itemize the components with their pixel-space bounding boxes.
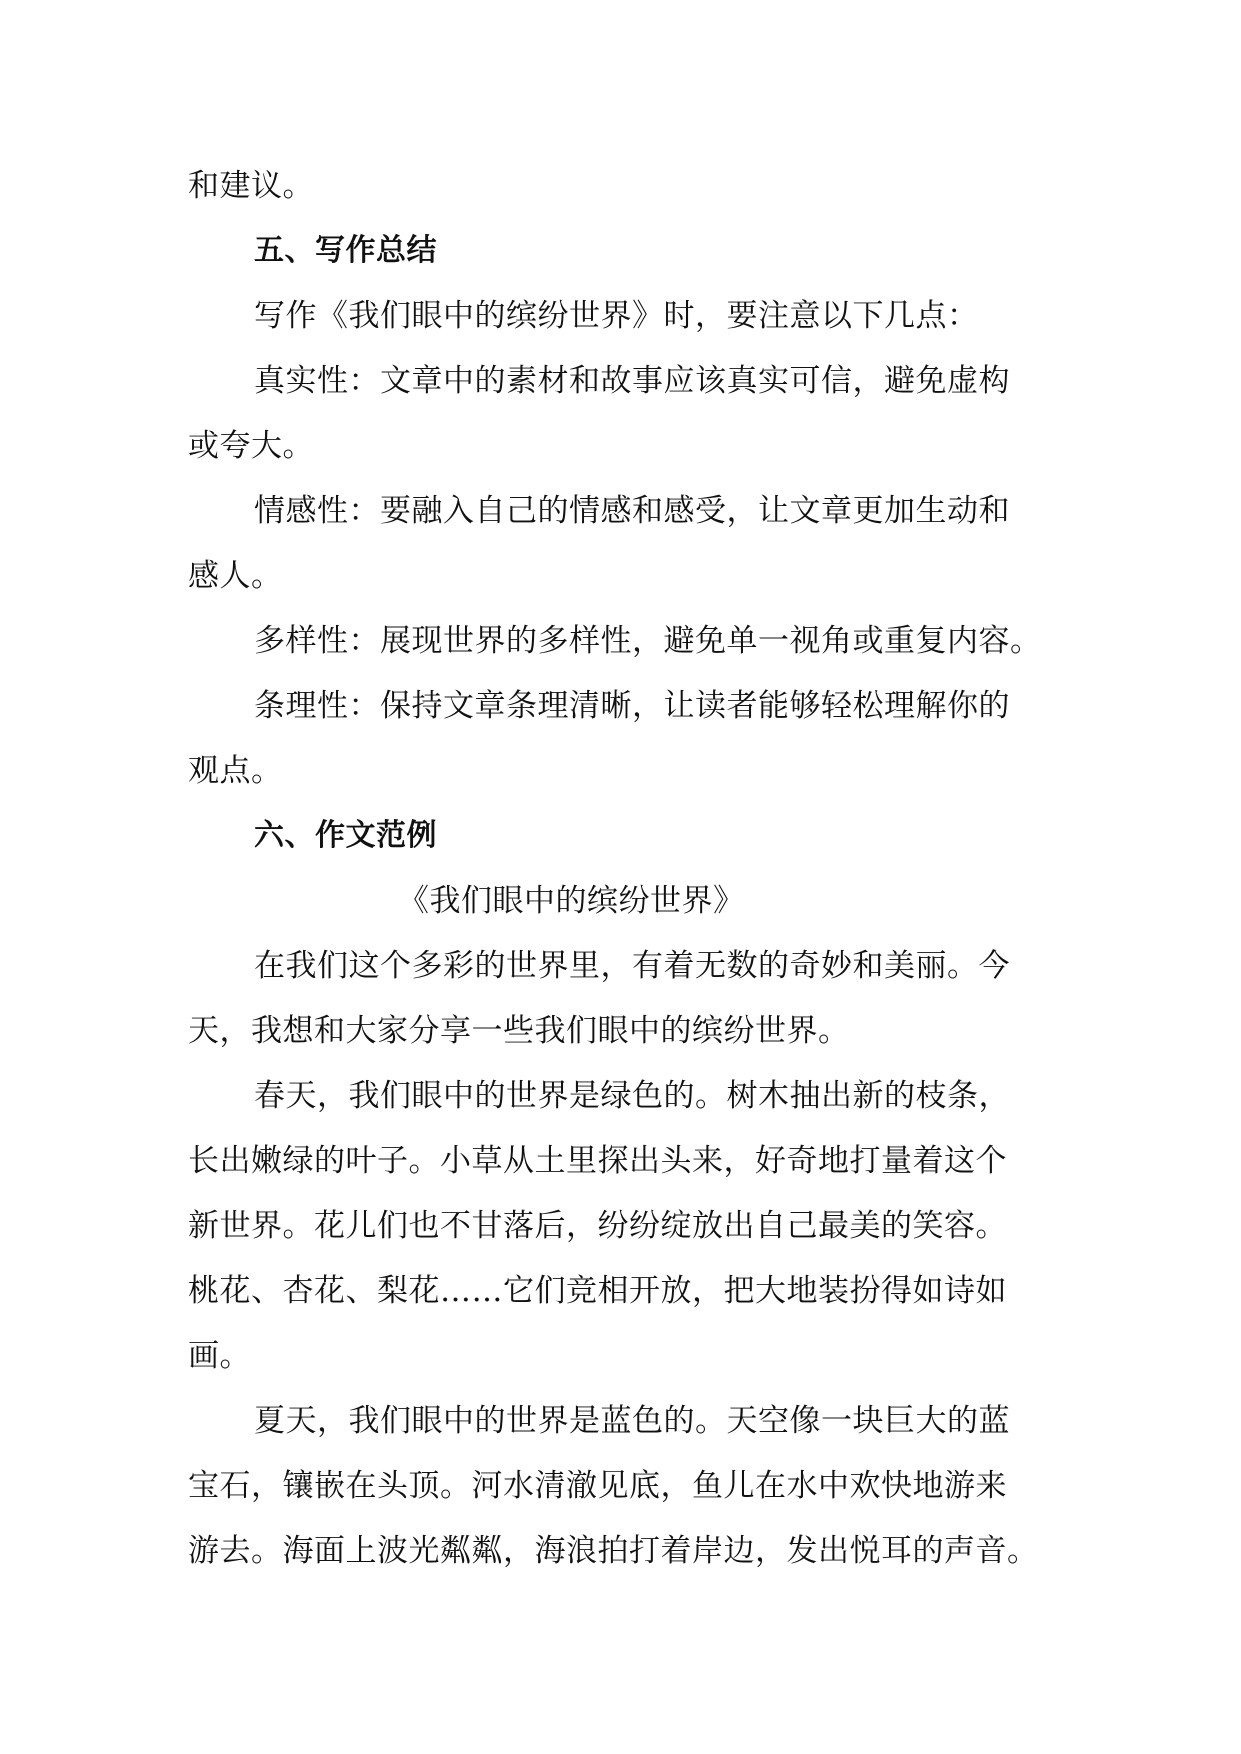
point-diversity-line1 <box>188 608 1068 673</box>
essay-paragraph-2-line-2 <box>188 1128 1068 1193</box>
point-text: 情感性：要融入自己的情感和感受，让文章更加生动和 <box>254 492 1010 529</box>
continuation-text: 和建议。 <box>188 167 314 204</box>
continuation-line <box>188 153 1068 218</box>
paragraph-text: 桃花、杏花、梨花……它们竞相开放，把大地装扮得如诗如 <box>188 1272 1007 1309</box>
paragraph-text: 在我们这个多彩的世界里，有着无数的奇妙和美丽。今 <box>254 947 1010 984</box>
point-order-line1 <box>188 673 1068 738</box>
essay-paragraph-1-line-2 <box>188 998 1068 1063</box>
point-text: 感人。 <box>188 557 283 594</box>
paragraph-text: 春天，我们眼中的世界是绿色的。树木抽出新的枝条， <box>254 1077 1010 1114</box>
essay-paragraph-3-line-3 <box>188 1518 1068 1583</box>
document-body <box>188 153 1068 1583</box>
summary-intro-text: 写作《我们眼中的缤纷世界》时，要注意以下几点： <box>254 297 979 334</box>
point-text: 或夸大。 <box>188 427 314 464</box>
point-order-line2 <box>188 738 1068 803</box>
section-heading-text: 六、作文范例 <box>254 817 437 853</box>
section-heading-text: 五、写作总结 <box>254 232 437 268</box>
essay-paragraph-1-line-1 <box>188 933 1068 998</box>
point-text: 多样性：展现世界的多样性，避免单一视角或重复内容。 <box>254 622 1042 659</box>
point-authenticity-line2 <box>188 413 1068 478</box>
essay-title-text: 《我们眼中的缤纷世界》 <box>398 882 745 919</box>
point-emotion-line2 <box>188 543 1068 608</box>
paragraph-text: 宝石，镶嵌在头顶。河水清澈见底，鱼儿在水中欢快地游来 <box>188 1467 1007 1504</box>
paragraph-text: 天，我想和大家分享一些我们眼中的缤纷世界。 <box>188 1012 850 1049</box>
point-text: 真实性：文章中的素材和故事应该真实可信，避免虚构 <box>254 362 1010 399</box>
paragraph-text: 新世界。花儿们也不甘落后，纷纷绽放出自己最美的笑容。 <box>188 1207 1007 1244</box>
essay-paragraph-3-line-1 <box>188 1388 1068 1453</box>
summary-intro <box>188 283 1068 348</box>
point-text: 条理性：保持文章条理清晰，让读者能够轻松理解你的 <box>254 687 1010 724</box>
paragraph-text: 游去。海面上波光粼粼，海浪拍打着岸边，发出悦耳的声音。 <box>188 1532 1039 1569</box>
essay-paragraph-2-line-3 <box>188 1193 1068 1258</box>
section-heading-example <box>188 803 1068 868</box>
essay-paragraph-3-line-2 <box>188 1453 1068 1518</box>
essay-title <box>188 868 1068 933</box>
point-emotion-line1 <box>188 478 1068 543</box>
paragraph-text: 夏天，我们眼中的世界是蓝色的。天空像一块巨大的蓝 <box>254 1402 1010 1439</box>
point-authenticity-line1 <box>188 348 1068 413</box>
paragraph-text: 长出嫩绿的叶子。小草从土里探出头来，好奇地打量着这个 <box>188 1142 1007 1179</box>
essay-paragraph-2-line-1 <box>188 1063 1068 1128</box>
paragraph-text: 画。 <box>188 1337 251 1374</box>
point-text: 观点。 <box>188 752 283 789</box>
essay-paragraph-2-line-4 <box>188 1258 1068 1323</box>
essay-paragraph-2-line-5 <box>188 1323 1068 1388</box>
section-heading-summary <box>188 218 1068 283</box>
